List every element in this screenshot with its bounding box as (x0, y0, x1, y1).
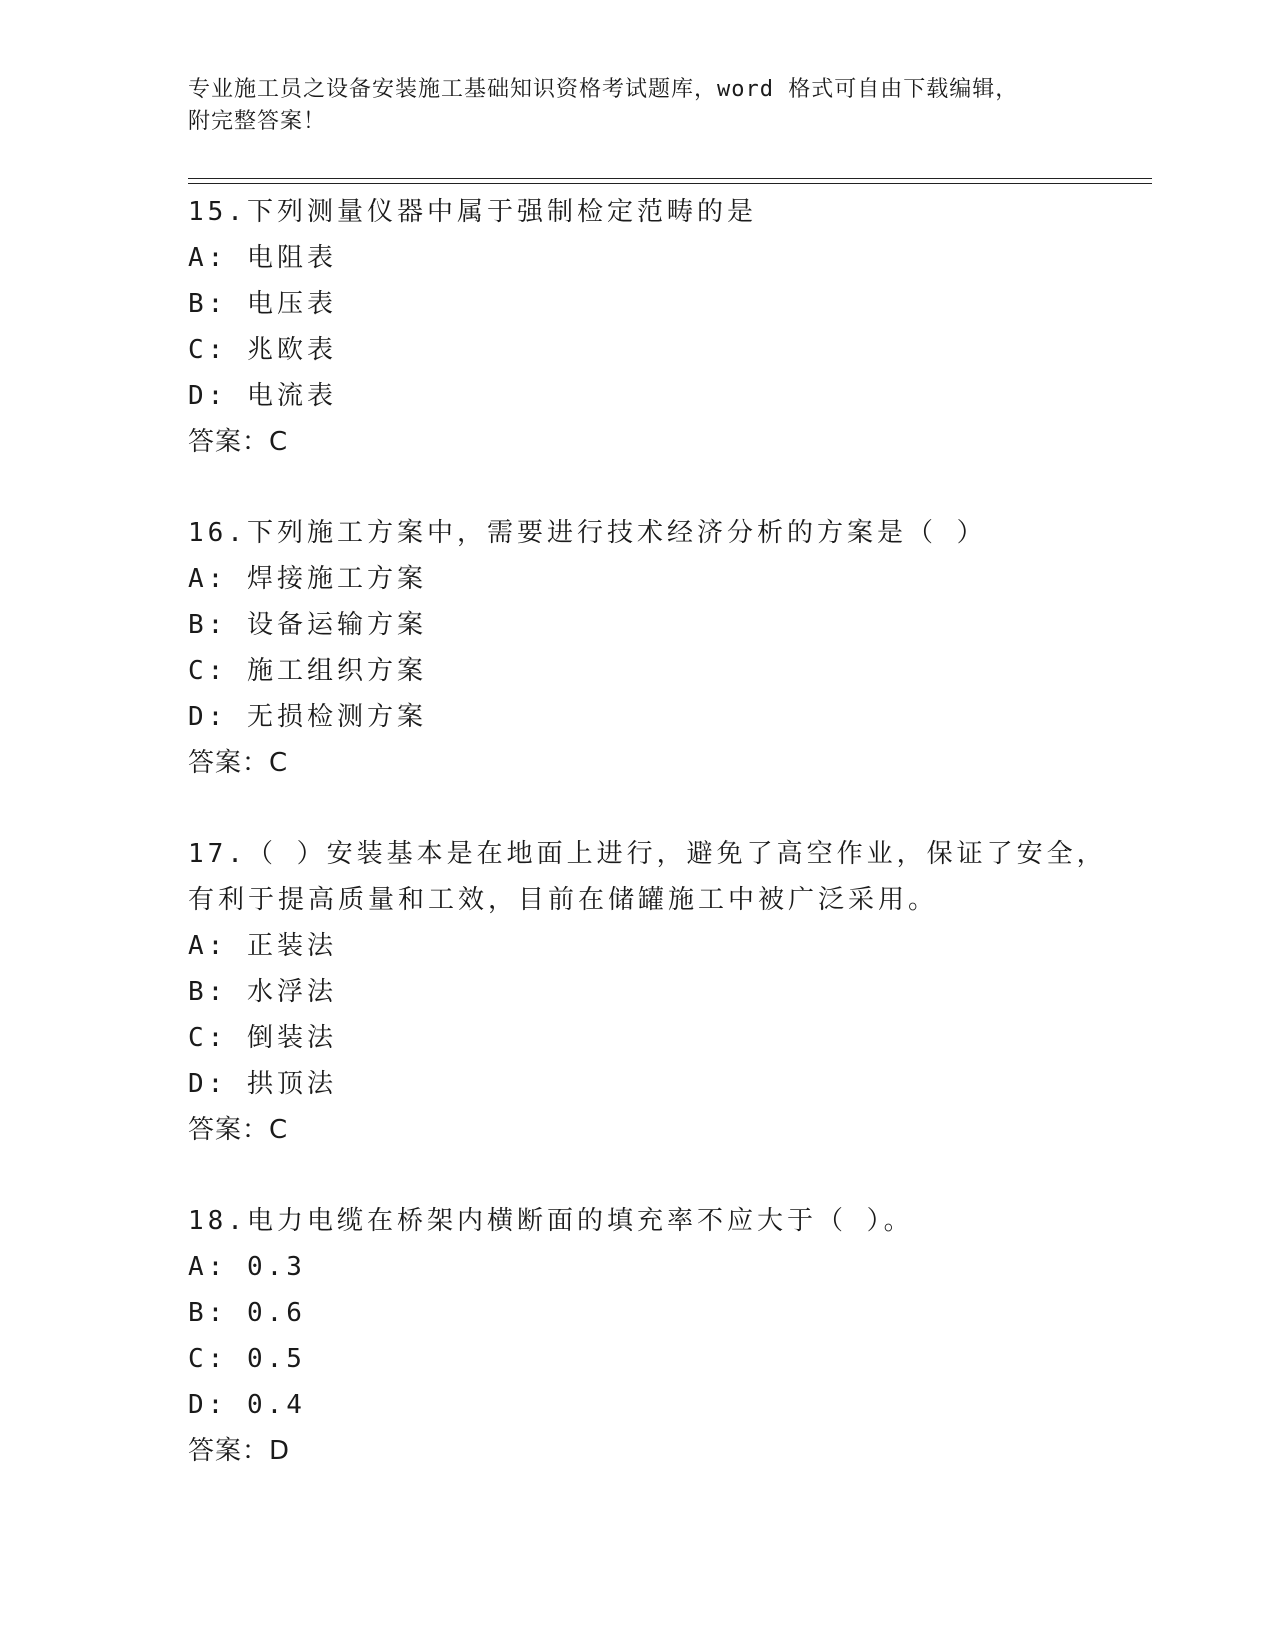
question-stem-line-1: 17.（ ）安装基本是在地面上进行，避免了高空作业，保证了安全， (188, 839, 1107, 869)
option-a: A: 焊接施工方案 (188, 564, 427, 594)
question-stem: 18.电力电缆在桥架内横断面的填充率不应大于（ ）。 (188, 1206, 914, 1236)
option-b: B: 水浮法 (188, 977, 337, 1007)
option-d: D: 电流表 (188, 381, 337, 411)
option-a: A: 0.3 (188, 1252, 306, 1282)
option-d: D: 无损检测方案 (188, 702, 427, 732)
answer-line: 答案：D (188, 1436, 291, 1466)
option-b: B: 设备运输方案 (188, 610, 427, 640)
option-a: A: 正装法 (188, 931, 337, 961)
question-stem: 15.下列测量仪器中属于强制检定范畴的是 (188, 197, 757, 227)
header-line-2: 附完整答案！ (188, 109, 327, 134)
question-16 (188, 510, 1152, 786)
header-divider-top (188, 178, 1152, 179)
question-stem: 16.下列施工方案中，需要进行技术经济分析的方案是（ ） (188, 518, 987, 548)
header-divider-bottom (188, 183, 1152, 184)
answer-line: 答案：C (188, 748, 289, 778)
question-18 (188, 1198, 1152, 1474)
question-list (188, 189, 1152, 1519)
option-c: C: 0.5 (188, 1344, 306, 1374)
option-c: C: 施工组织方案 (188, 656, 427, 686)
option-d: D: 拱顶法 (188, 1069, 337, 1099)
option-c: C: 兆欧表 (188, 335, 337, 365)
document-header (188, 74, 1068, 138)
question-17 (188, 831, 1152, 1153)
option-c: C: 倒装法 (188, 1023, 337, 1053)
option-b: B: 0.6 (188, 1298, 306, 1328)
option-d: D: 0.4 (188, 1390, 306, 1420)
option-b: B: 电压表 (188, 289, 337, 319)
question-stem-line-2: 有利于提高质量和工效，目前在储罐施工中被广泛采用。 (188, 885, 939, 915)
question-15 (188, 189, 1152, 465)
answer-line: 答案：C (188, 1115, 289, 1145)
option-a: A: 电阻表 (188, 243, 337, 273)
answer-line: 答案：C (188, 427, 289, 457)
header-line-1: 专业施工员之设备安装施工基础知识资格考试题库，word 格式可自由下载编辑， (188, 77, 1019, 102)
